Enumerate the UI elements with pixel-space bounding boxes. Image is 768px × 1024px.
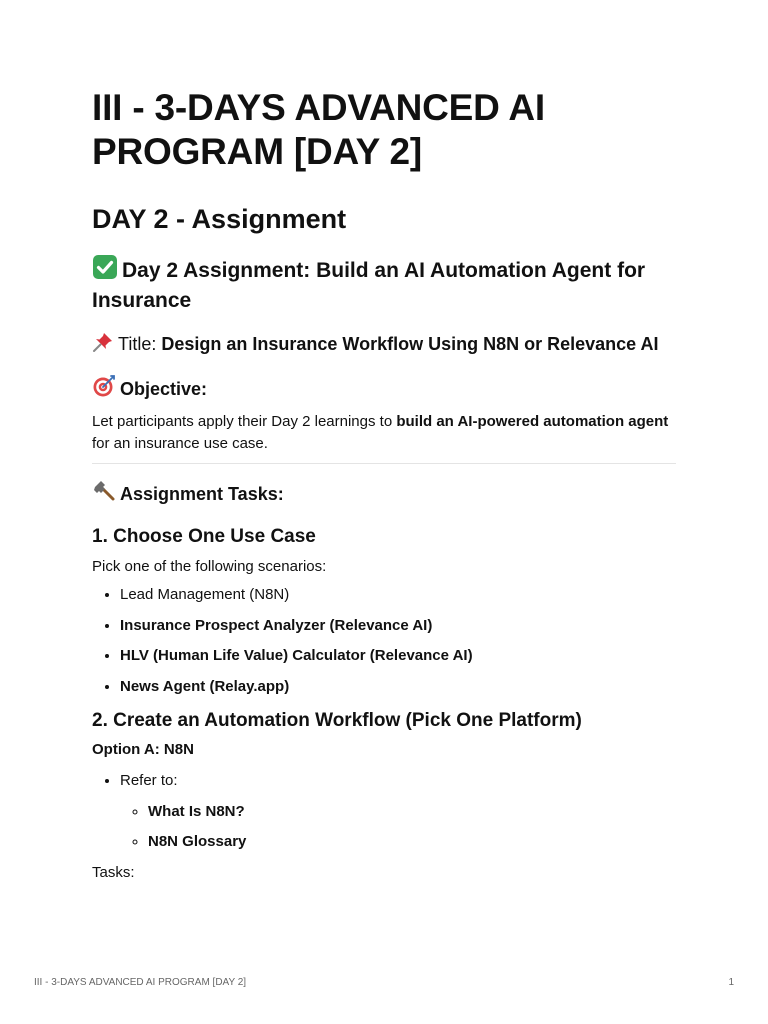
section2-heading: 2. Create an Automation Workflow (Pick One Platform) — [92, 709, 582, 731]
tasks-heading-text: Assignment Tasks: — [120, 484, 284, 504]
assignment-heading — [92, 254, 676, 314]
objective-text-end: for an insurance use case. — [92, 435, 268, 452]
list-item: • HLV (Human Life Value) Calculator (Relevance AI) — [120, 645, 676, 667]
check-mark-icon — [92, 254, 118, 287]
page-title: III - 3-DAYS ADVANCED AI PROGRAM [DAY 2] — [92, 87, 545, 172]
list-item: • Lead Management (N8N) — [120, 584, 676, 606]
footer-title: III - 3-DAYS ADVANCED AI PROGRAM [DAY 2] — [34, 977, 247, 988]
page-number: 1 — [728, 977, 734, 988]
use-case-list — [92, 584, 676, 698]
section1-intro: Pick one of the following scenarios: — [92, 558, 327, 575]
list-item: • Insurance Prospect Analyzer (Relevance AI) — [120, 615, 676, 637]
tasks-heading — [92, 479, 676, 510]
refer-label: Refer to: — [120, 771, 178, 789]
objective-text — [92, 411, 676, 455]
objective-text-start: Let participants apply their Day 2 learnings to — [92, 413, 397, 430]
target-icon — [92, 374, 116, 403]
title-value: Design an Insurance Workflow Using N8N or Relevance AI — [161, 334, 659, 354]
divider — [92, 463, 676, 464]
day-heading: DAY 2 - Assignment — [92, 204, 347, 234]
option-a-label: Option A: N8N — [92, 740, 194, 758]
reference-list — [92, 770, 676, 854]
objective-text-bold: build an AI-powered automation agent — [396, 413, 669, 430]
reference-link-n8n-glossary[interactable]: ◦ N8N Glossary — [148, 831, 676, 853]
hammer-icon — [92, 479, 116, 510]
list-item — [120, 770, 676, 854]
pushpin-icon — [92, 331, 114, 358]
assignment-heading-text: Day 2 Assignment: Build an AI Automation Agent for Insurance — [92, 259, 646, 312]
document-body — [92, 86, 676, 884]
objective-heading — [92, 374, 676, 403]
objective-heading-text: Objective: — [120, 379, 208, 399]
list-item: • News Agent (Relay.app) — [120, 676, 676, 698]
title-line — [92, 331, 676, 358]
title-label: Title: — [118, 334, 157, 354]
section1-heading: 1. Choose One Use Case — [92, 526, 316, 547]
reference-link-what-is-n8n[interactable]: ◦ What Is N8N? — [148, 801, 676, 823]
reference-sublist — [120, 801, 676, 854]
tasks-label: Tasks: — [92, 863, 135, 881]
